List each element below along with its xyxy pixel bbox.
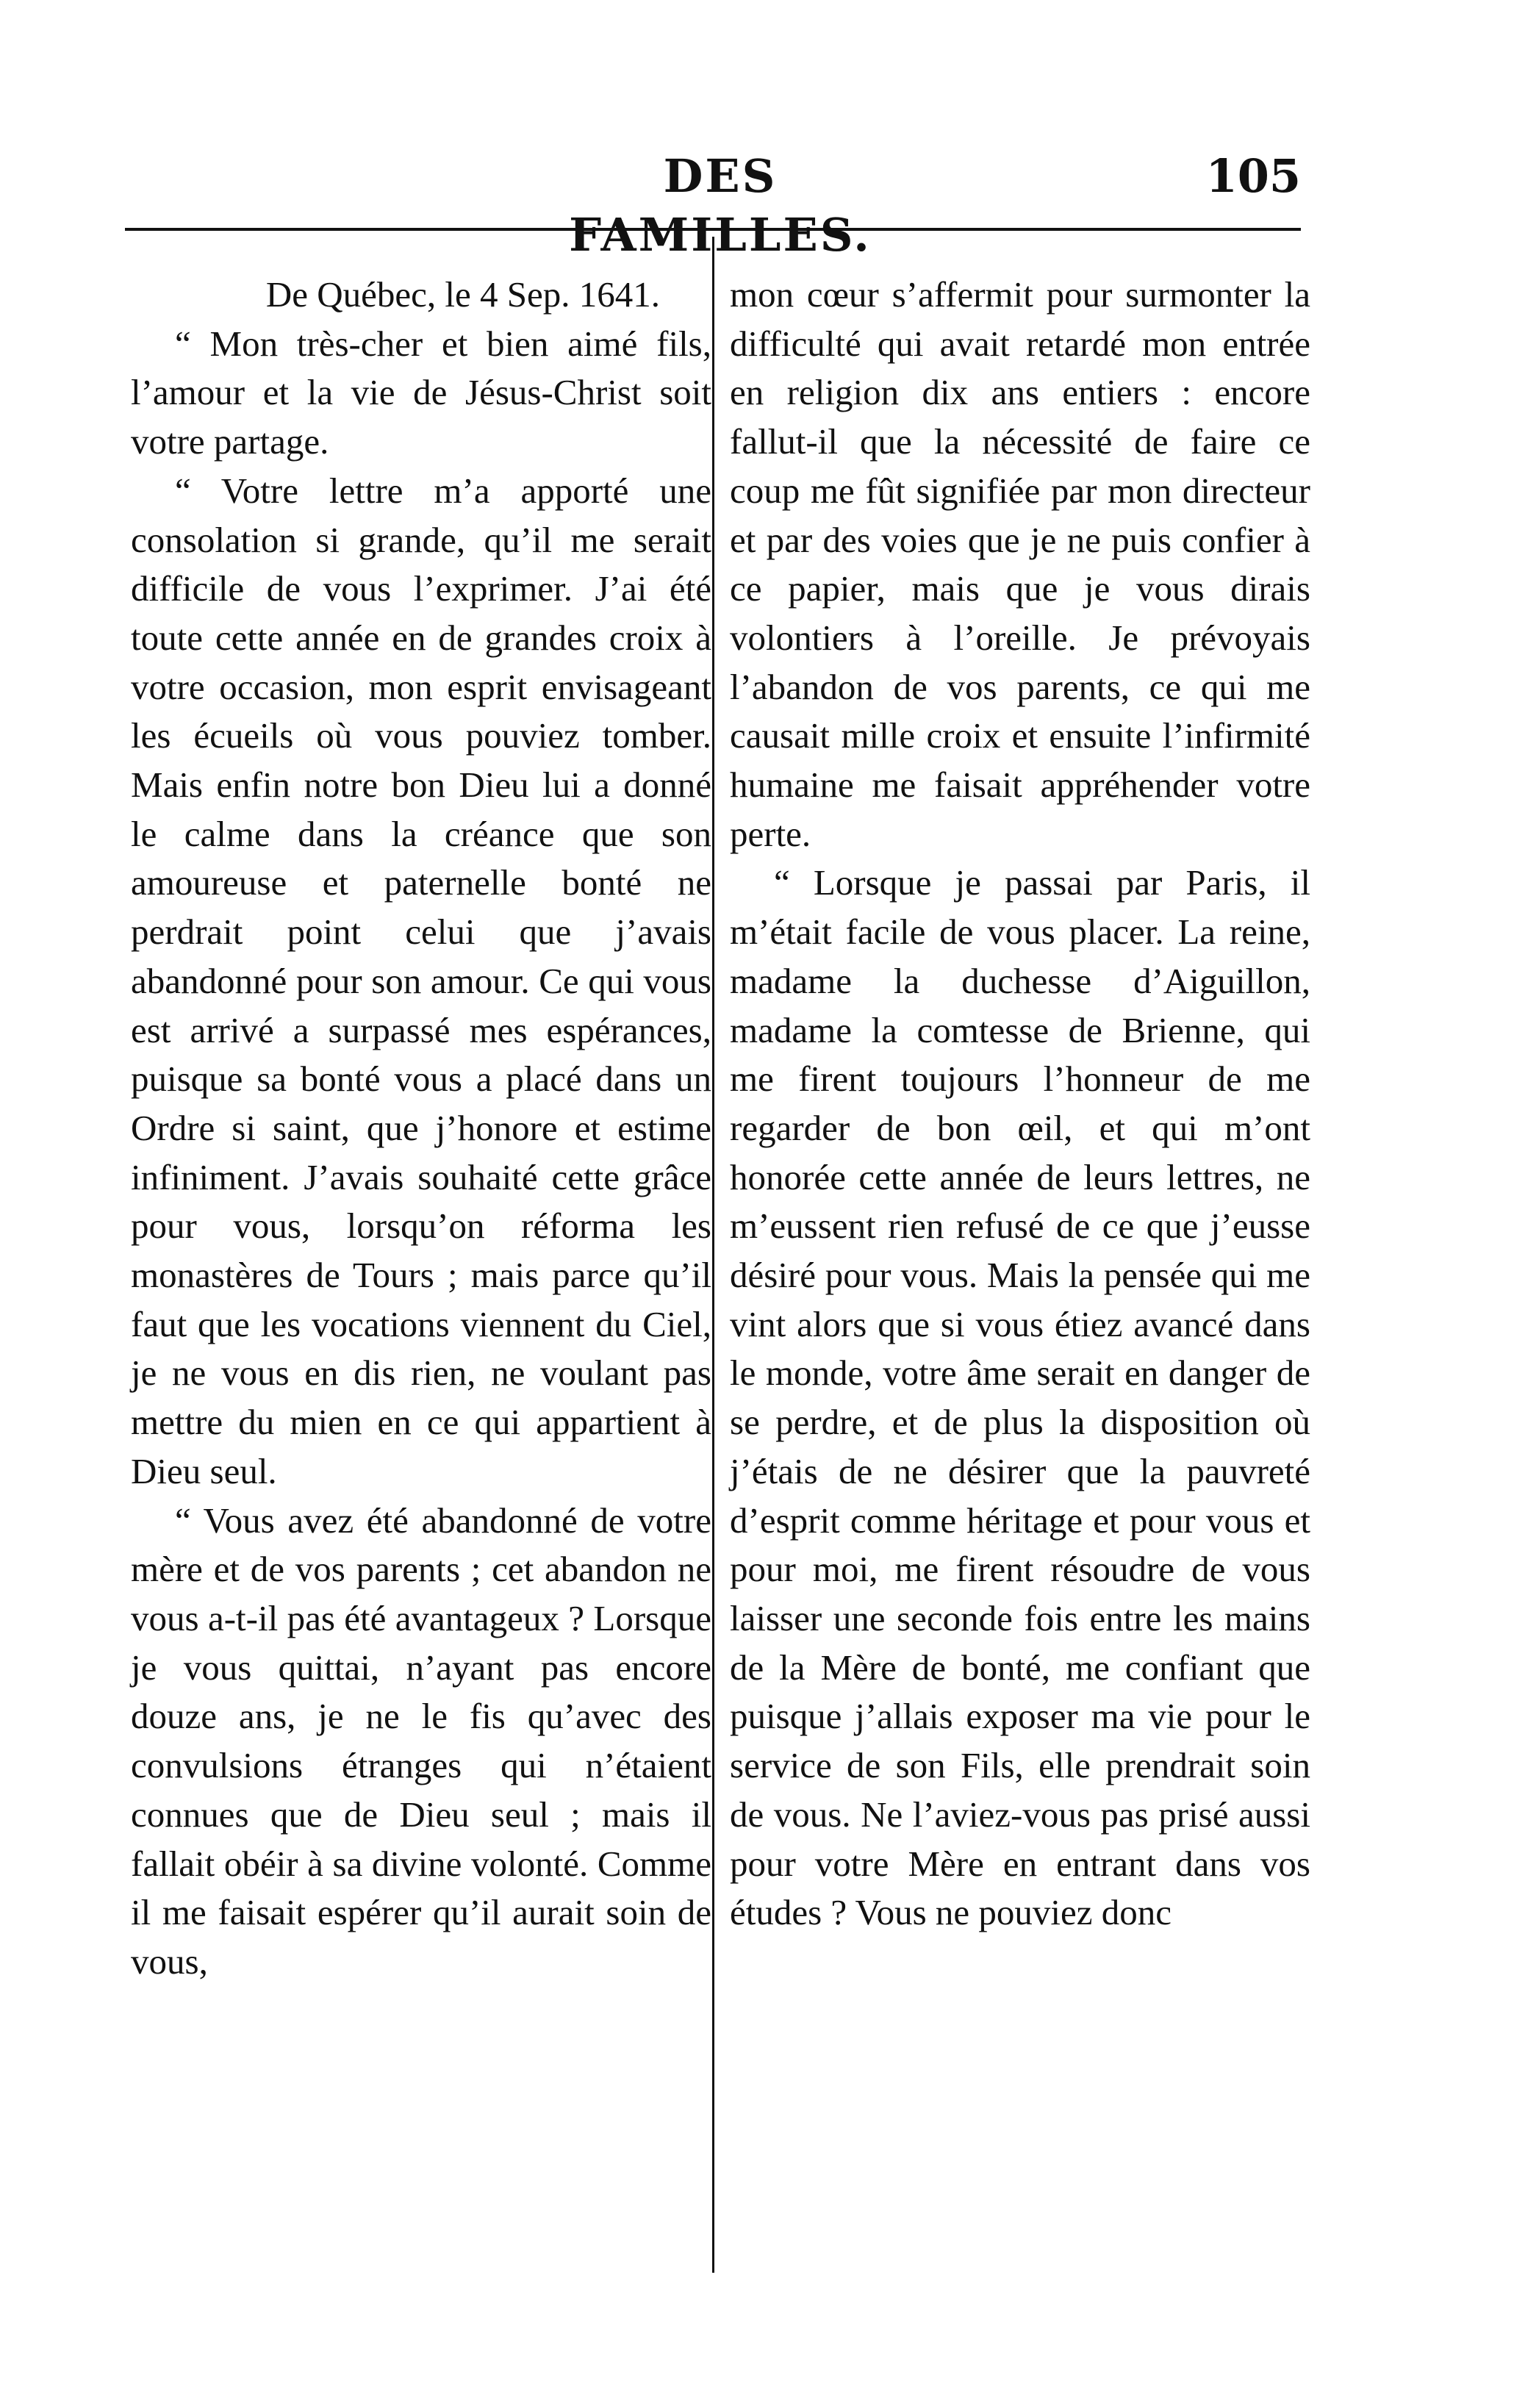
paragraph-continued: mon cœur s’affermit pour surmonter la difficulté qui avait retardé mon entrée en religion dix ans entiers : encore fallut-il que la nécessité de faire ce coup me fût signifiée par mon directeur et par des voies que je ne puis confier à ce papier, mais que je vous dirais volontiers à l’oreille. Je prévoyais l’abandon de vos parents, ce qui me causait mille croix et ensuite l’infirmité humaine me faisait appréhender votre perte. [730, 274, 1310, 854]
paragraph: “ Lorsque je passai par Paris, il m’était facile de vous placer. La reine, madame la duchesse d’Aiguillon, madame la comtesse de Brienne, qui me firent toujours l’honneur de me regarder de bon œil, et qui m’ont honorée cette année de leurs lettres, ne m’eussent rien refusé de ce que j’eusse désiré pour vous. Mais la pensée qui me vint alors que si vous étiez avancé dans le monde, votre âme serait en danger de se perdre, et de plus la disposition où j’étais de ne désirer que la pauvreté d’esprit comme héritage et pour vous et pour moi, me firent résoudre de vous laisser une seconde fois entre les mains de la Mère de bonté, me confiant que puisque j’allais exposer ma vie pour le service de son Fils, elle prendrait soin de vous. Ne l’aviez-vous pas prisé aussi pour votre Mère en entrant dans vos études ? Vous ne pouviez donc [730, 862, 1310, 1933]
header-rule [125, 228, 1301, 231]
paragraph: “ Vous avez été abandonné de votre mère et de vos parents ; cet abandon ne vous a-t-il pas été avantageux ? Lorsque je vous quittai, n’ayant pas encore douze ans, je ne le fis qu’avec des convulsions étranges qui n’étaient connues que de Dieu seul ; mais il fallait obéir à sa divine volonté. Comme il me faisait espérer qu’il aurait soin de vous, [131, 1499, 711, 1982]
left-column [131, 270, 711, 1987]
paragraph: “ Votre lettre m’a apporté une consolation si grande, qu’il me serait difficile de vous l’exprimer. J’ai été toute cette année en de grandes croix à votre occasion, mon esprit envisageant les écueils où vous pouviez tomber. Mais enfin notre bon Dieu lui a donné le calme dans la créance que son amoureuse et paternelle bonté ne perdrait point celui que j’avais abandonné pour son amour. Ce qui vous est arrivé a surpassé mes espérances, puisque sa bonté vous a placé dans un Ordre si saint, que j’honore et estime infiniment. J’avais souhaité cette grâce pour vous, lorsqu’on réforma les monastères de Tours ; mais parce qu’il faut que les vocations viennent du Ciel, je ne vous en dis rien, ne voulant pas mettre du mien en ce qui appartient à Dieu seul. [131, 470, 711, 1491]
page-number: 105 [1205, 149, 1301, 203]
page-header [110, 147, 1301, 262]
right-column [730, 270, 1310, 1938]
paragraph: “ Mon très-cher et bien aimé fils, l’amour et la vie de Jésus-Christ soit votre partage. [131, 323, 711, 462]
letter-dateline: De Québec, le 4 Sep. 1641. [265, 274, 660, 315]
running-head: DES FAMILLES. [569, 149, 872, 262]
column-divider [712, 237, 714, 2273]
